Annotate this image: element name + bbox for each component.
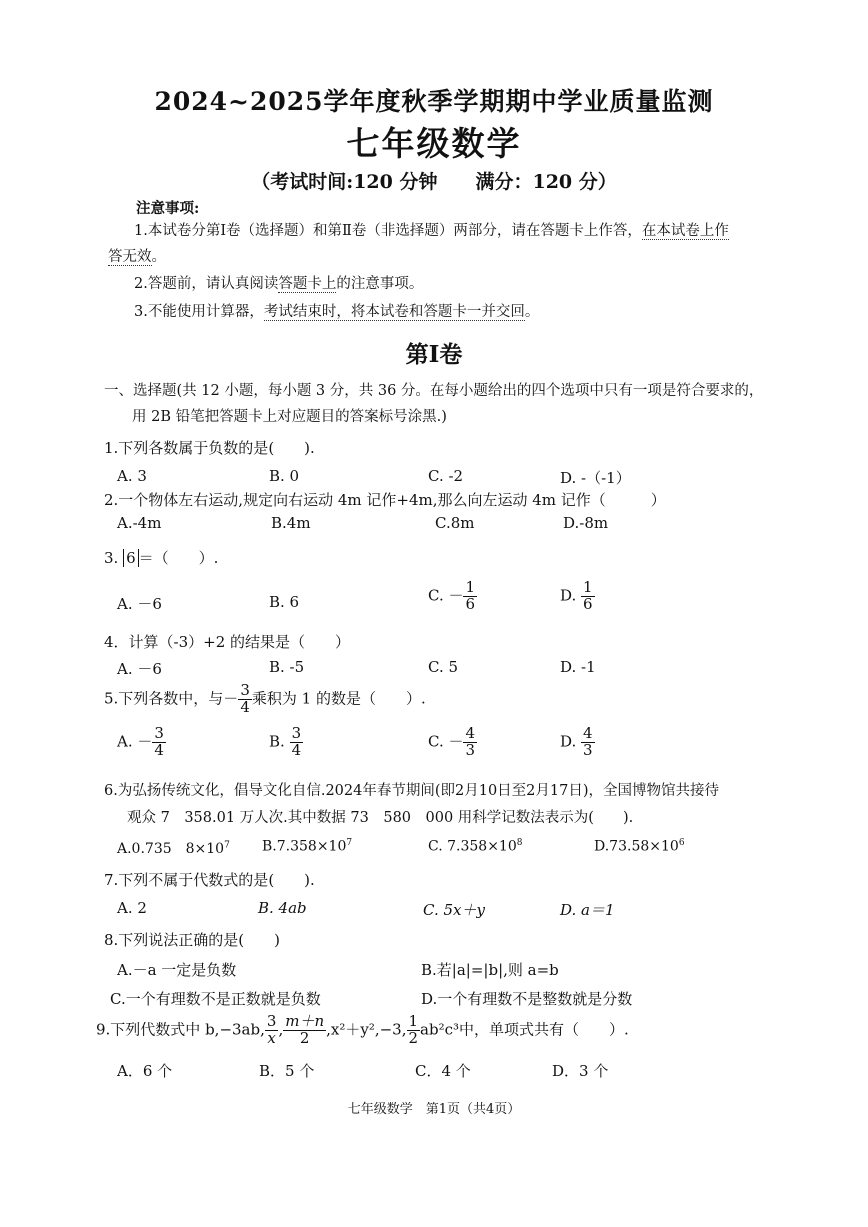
q4-option-b: B. -5 [269, 658, 305, 676]
q7-option-a: A. 2 [117, 899, 147, 917]
q5-option-c: C. － $\frac{4}{3}$ [428, 724, 476, 759]
q3-option-c: C. － $\frac{1}{6}$ [428, 578, 476, 613]
exam-info: （考试时间:120 分钟 满分：120 分） [251, 171, 617, 193]
q4-option-c: C. 5 [428, 658, 459, 676]
part1-instructions-line1: 一、选择题(共 12 小题，每小题 3 分，共 36 分。在每小题给出的四个选项中只有一项是符合要求的， [104, 383, 764, 399]
q7-stem: 7.下列不属于代数式的是( ). [104, 871, 315, 889]
q1-option-d: D. -（-1） [560, 469, 631, 487]
q8-option-d: D.一个有理数不是整数就是分数 [421, 990, 633, 1008]
exam-title: 2024~2025学年度秋季学期期中学业质量监测 [154, 87, 714, 116]
page-footer: 七年级数学 第1页（共4页） [347, 1102, 521, 1117]
q3-option-b: B. 6 [269, 593, 300, 611]
notes-heading: 注意事项: [136, 200, 200, 217]
q7-option-d: D. a＝1 [560, 901, 615, 919]
q6-stem-line1: 6.为弘扬传统文化，倡导文化自信.2024年春节期间(即2月10日至2月17日)，全国博物馆共接待 [104, 783, 720, 799]
note-item-1: 1.本试卷分第Ⅰ卷（选择题）和第Ⅱ卷（非选择题）两部分，请在答题卡上作答，在本试卷上作 [134, 223, 729, 239]
note-item-2: 2.答题前，请认真阅读答题卡上的注意事项。 [134, 276, 424, 292]
q1-option-c: C. -2 [428, 467, 464, 485]
q2-option-d: D.-8m [563, 514, 609, 532]
q8-option-a: A.－a 一定是负数 [117, 961, 237, 979]
q7-option-b: B. 4ab [258, 899, 307, 917]
q9-option-c: C．4 个 [415, 1062, 471, 1080]
q9-option-b: B．5 个 [259, 1062, 315, 1080]
note-item-3: 3.不能使用计算器，考试结束时，将本试卷和答题卡一并交回。 [134, 304, 540, 320]
q4-option-a: A. －6 [117, 660, 162, 678]
note-item-1-cont: 答无效。 [108, 249, 166, 265]
q8-option-c: C.一个有理数不是正数就是负数 [110, 990, 321, 1008]
q6-option-c: C. $7.358\times 10^8$ [428, 838, 523, 855]
q7-option-c: C. 5x＋y [423, 901, 485, 919]
q1-option-b: B. 0 [269, 467, 300, 485]
q1-stem: 1.下列各数属于负数的是( ). [104, 439, 315, 457]
q2-option-b: B.4m [271, 514, 311, 532]
q6-option-a: A.0.735 $8\times 10^7$ [117, 840, 230, 857]
section-title: 第Ⅰ卷 [405, 341, 463, 368]
q3-stem: 3. 6 ＝（ ）. [104, 549, 219, 567]
q5-option-d: D. $\frac{4}{3}$ [560, 724, 593, 759]
q6-option-b: $B.7.358\times 10^7$ [262, 838, 353, 855]
q9-stem: 9.下列代数式中 b,−3ab, $\frac{3}{x}$ , $\frac{m+n}{2}$ ,x²＋y²,−3, $\frac{1}{2}$ ab²c³中，单项式共有（ ）. [96, 1012, 629, 1047]
part1-instructions-line2: 用 2B 铅笔把答题卡上对应题目的答案标号涂黑.) [132, 409, 447, 425]
q5-option-b: B. $\frac{3}{4}$ [269, 724, 302, 759]
q3-option-d: D. $\frac{1}{6}$ [560, 578, 593, 613]
q9-option-d: D．3 个 [552, 1062, 609, 1080]
exam-subject: 七年级数学 [346, 124, 522, 163]
q6-option-d: $D.73.58\times 10^6$ [594, 838, 685, 855]
q2-stem: 2.一个物体左右运动,规定向右运动 4m 记作+4m,那么向左运动 4m 记作（ ） [104, 491, 666, 509]
q1-option-a: A. 3 [117, 467, 147, 485]
q4-stem: 4．计算（-3）+2 的结果是（ ） [104, 633, 351, 651]
q9-option-a: A．6 个 [117, 1062, 173, 1080]
q5-option-a: A. － $\frac{3}{4}$ [117, 724, 164, 759]
q3-option-a: A. －6 [117, 595, 162, 613]
q4-option-d: D. -1 [560, 658, 596, 676]
q8-stem: 8.下列说法正确的是( ) [104, 931, 281, 949]
q6-stem-line2: 观众 7 358.01 万人次.其中数据 73 580 000 用科学记数法表示为( ). [127, 810, 634, 826]
q8-option-b: B.若|a|=|b|,则 a=b [421, 961, 559, 979]
q5-stem: 5.下列各数中，与－ $\frac{3}{4}$ 乘积为 1 的数是（ ）. [104, 681, 426, 716]
q2-option-a: A.-4m [117, 514, 162, 532]
q2-option-c: C.8m [435, 514, 475, 532]
